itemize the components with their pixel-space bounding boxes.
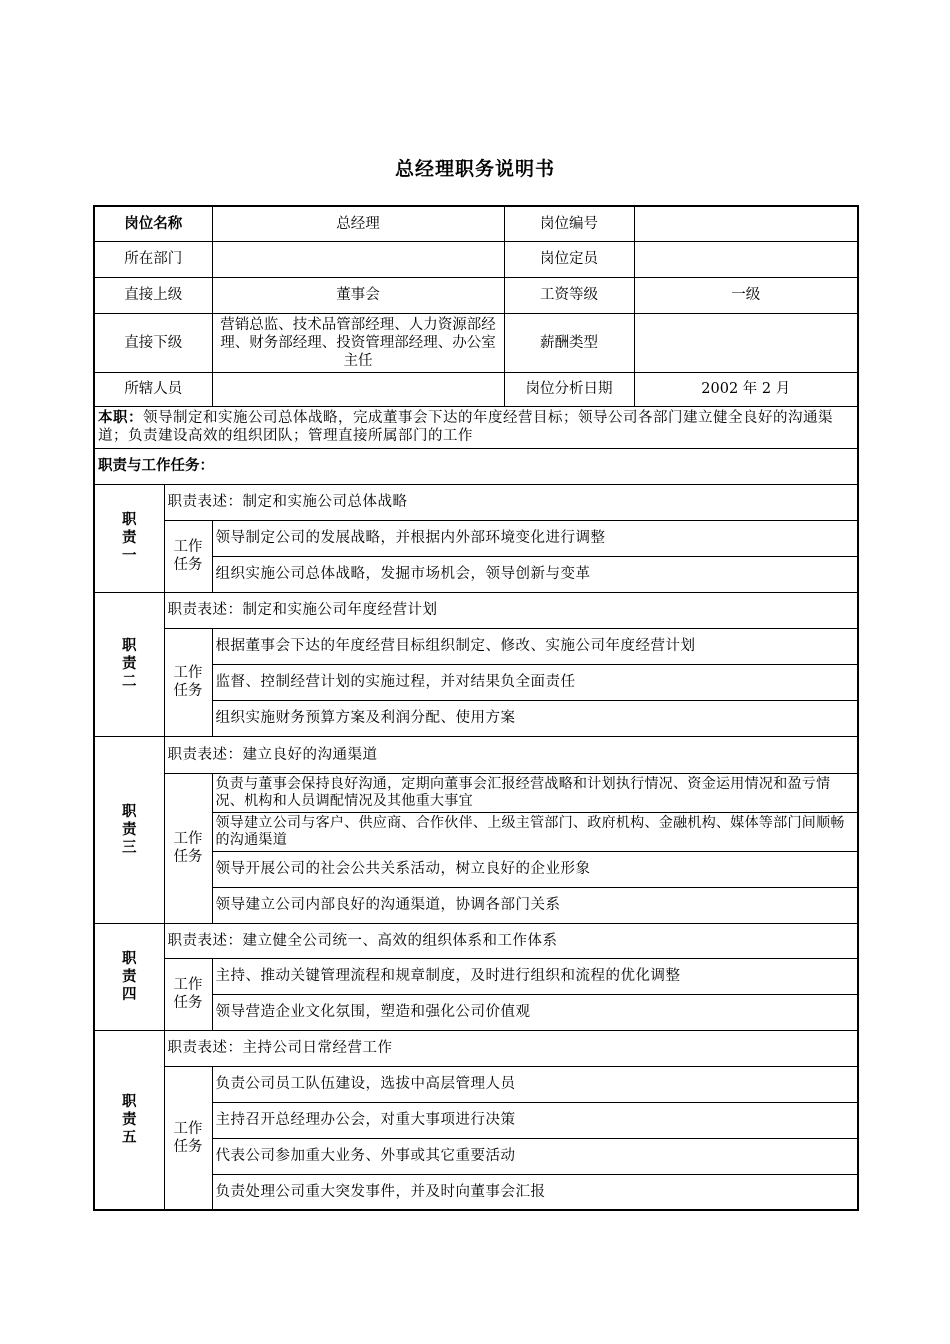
task-3-3: 领导开展公司的社会公共关系活动，树立良好的企业形象: [212, 851, 858, 887]
task-row: [94, 520, 858, 556]
duty-statement-3: 职责表述：建立良好的沟通渠道: [164, 736, 858, 773]
task-3-1: 负责与董事会保持良好沟通，定期向董事会汇报经营战略和计划执行情况、资金运用情况和盈亏情况、机构和人员调配情况及其他重大事宜: [212, 773, 858, 812]
task-label-1: 工作 任务: [164, 520, 212, 592]
task-1-1: 领导制定公司的发展战略，并根据内外部环境变化进行调整: [212, 520, 858, 556]
duty-statement-1: 职责表述：制定和实施公司总体战略: [164, 484, 858, 520]
row-staff: [94, 372, 858, 406]
duty-statement-row: [94, 592, 858, 628]
subordinates-label: 直接下级: [94, 313, 212, 372]
analysis-date-value: 2002 年 2 月: [634, 372, 858, 406]
staff-label: 所辖人员: [94, 372, 212, 406]
task-row: [94, 1066, 858, 1102]
task-4-2: 领导营造企业文化氛围，塑造和强化公司价值观: [212, 994, 858, 1030]
summary-cell: [94, 406, 858, 448]
duty-label-1: 职 责 一: [94, 484, 164, 592]
duty-statement-row: [94, 736, 858, 773]
duty-label-4: 职 责 四: [94, 923, 164, 1030]
task-4-1: 主持、推动关键管理流程和规章制度，及时进行组织和流程的优化调整: [212, 958, 858, 994]
task-5-2: 主持召开总经理办公会，对重大事项进行决策: [212, 1102, 858, 1138]
row-position-name: [94, 206, 858, 241]
headcount-label: 岗位定员: [504, 241, 634, 277]
salary-grade-label: 工资等级: [504, 277, 634, 313]
task-row: [94, 628, 858, 664]
task-2-3: 组织实施财务预算方案及利润分配、使用方案: [212, 700, 858, 736]
task-3-4: 领导建立公司内部良好的沟通渠道，协调各部门关系: [212, 887, 858, 923]
duty-statement-4: 职责表述：建立健全公司统一、高效的组织体系和工作体系: [164, 923, 858, 958]
task-5-3: 代表公司参加重大业务、外事或其它重要活动: [212, 1138, 858, 1174]
task-label-5: 工作 任务: [164, 1066, 212, 1210]
duty-statement-row: [94, 484, 858, 520]
task-5-4: 负责处理公司重大突发事件，并及时向董事会汇报: [212, 1174, 858, 1210]
salary-grade-value: 一级: [634, 277, 858, 313]
department-value: [212, 241, 504, 277]
duty-label-3: 职 责 三: [94, 736, 164, 923]
row-summary: [94, 406, 858, 448]
position-name-label: 岗位名称: [94, 206, 212, 241]
duty-label-2: 职 责 二: [94, 592, 164, 736]
superior-value: 董事会: [212, 277, 504, 313]
task-1-2: 组织实施公司总体战略，发掘市场机会，领导创新与变革: [212, 556, 858, 592]
task-2-1: 根据董事会下达的年度经营目标组织制定、修改、实施公司年度经营计划: [212, 628, 858, 664]
duties-heading: 职责与工作任务：: [94, 448, 858, 484]
task-label-3: 工作 任务: [164, 773, 212, 923]
row-superior: [94, 277, 858, 313]
page-title: 总经理职务说明书: [394, 158, 555, 180]
position-no-label: 岗位编号: [504, 206, 634, 241]
task-5-1: 负责公司员工队伍建设，选拔中高层管理人员: [212, 1066, 858, 1102]
task-row: [94, 773, 858, 812]
duty-statement-row: [94, 923, 858, 958]
task-label-4: 工作 任务: [164, 958, 212, 1030]
row-duties-heading: [94, 448, 858, 484]
task-2-2: 监督、控制经营计划的实施过程，并对结果负全面责任: [212, 664, 858, 700]
position-no-value: [634, 206, 858, 241]
subordinates-value: 营销总监、技术品管部经理、人力资源部经理、财务部经理、投资管理部经理、办公室主任: [212, 313, 504, 372]
job-description-table: [93, 205, 859, 1211]
task-3-2: 领导建立公司与客户、供应商、合作伙伴、上级主管部门、政府机构、金融机构、媒体等部门间顺畅的沟通渠道: [212, 812, 858, 851]
pay-type-label: 薪酬类型: [504, 313, 634, 372]
summary-label: 本职：: [98, 410, 143, 426]
department-label: 所在部门: [94, 241, 212, 277]
duty-statement-row: [94, 1030, 858, 1066]
summary-text: 领导制定和实施公司总体战略，完成董事会下达的年度经营目标；领导公司各部门建立健全良好的沟通渠道；负责建设高效的组织团队；管理直接所属部门的工作: [98, 410, 833, 444]
staff-value: [212, 372, 504, 406]
duty-statement-5: 职责表述：主持公司日常经营工作: [164, 1030, 858, 1066]
task-row: [94, 958, 858, 994]
task-label-2: 工作 任务: [164, 628, 212, 736]
position-name-value: 总经理: [212, 206, 504, 241]
row-subordinates: [94, 313, 858, 372]
pay-type-value: [634, 313, 858, 372]
row-department: [94, 241, 858, 277]
duty-statement-2: 职责表述：制定和实施公司年度经营计划: [164, 592, 858, 628]
analysis-date-label: 岗位分析日期: [504, 372, 634, 406]
superior-label: 直接上级: [94, 277, 212, 313]
headcount-value: [634, 241, 858, 277]
duty-label-5: 职 责 五: [94, 1030, 164, 1210]
